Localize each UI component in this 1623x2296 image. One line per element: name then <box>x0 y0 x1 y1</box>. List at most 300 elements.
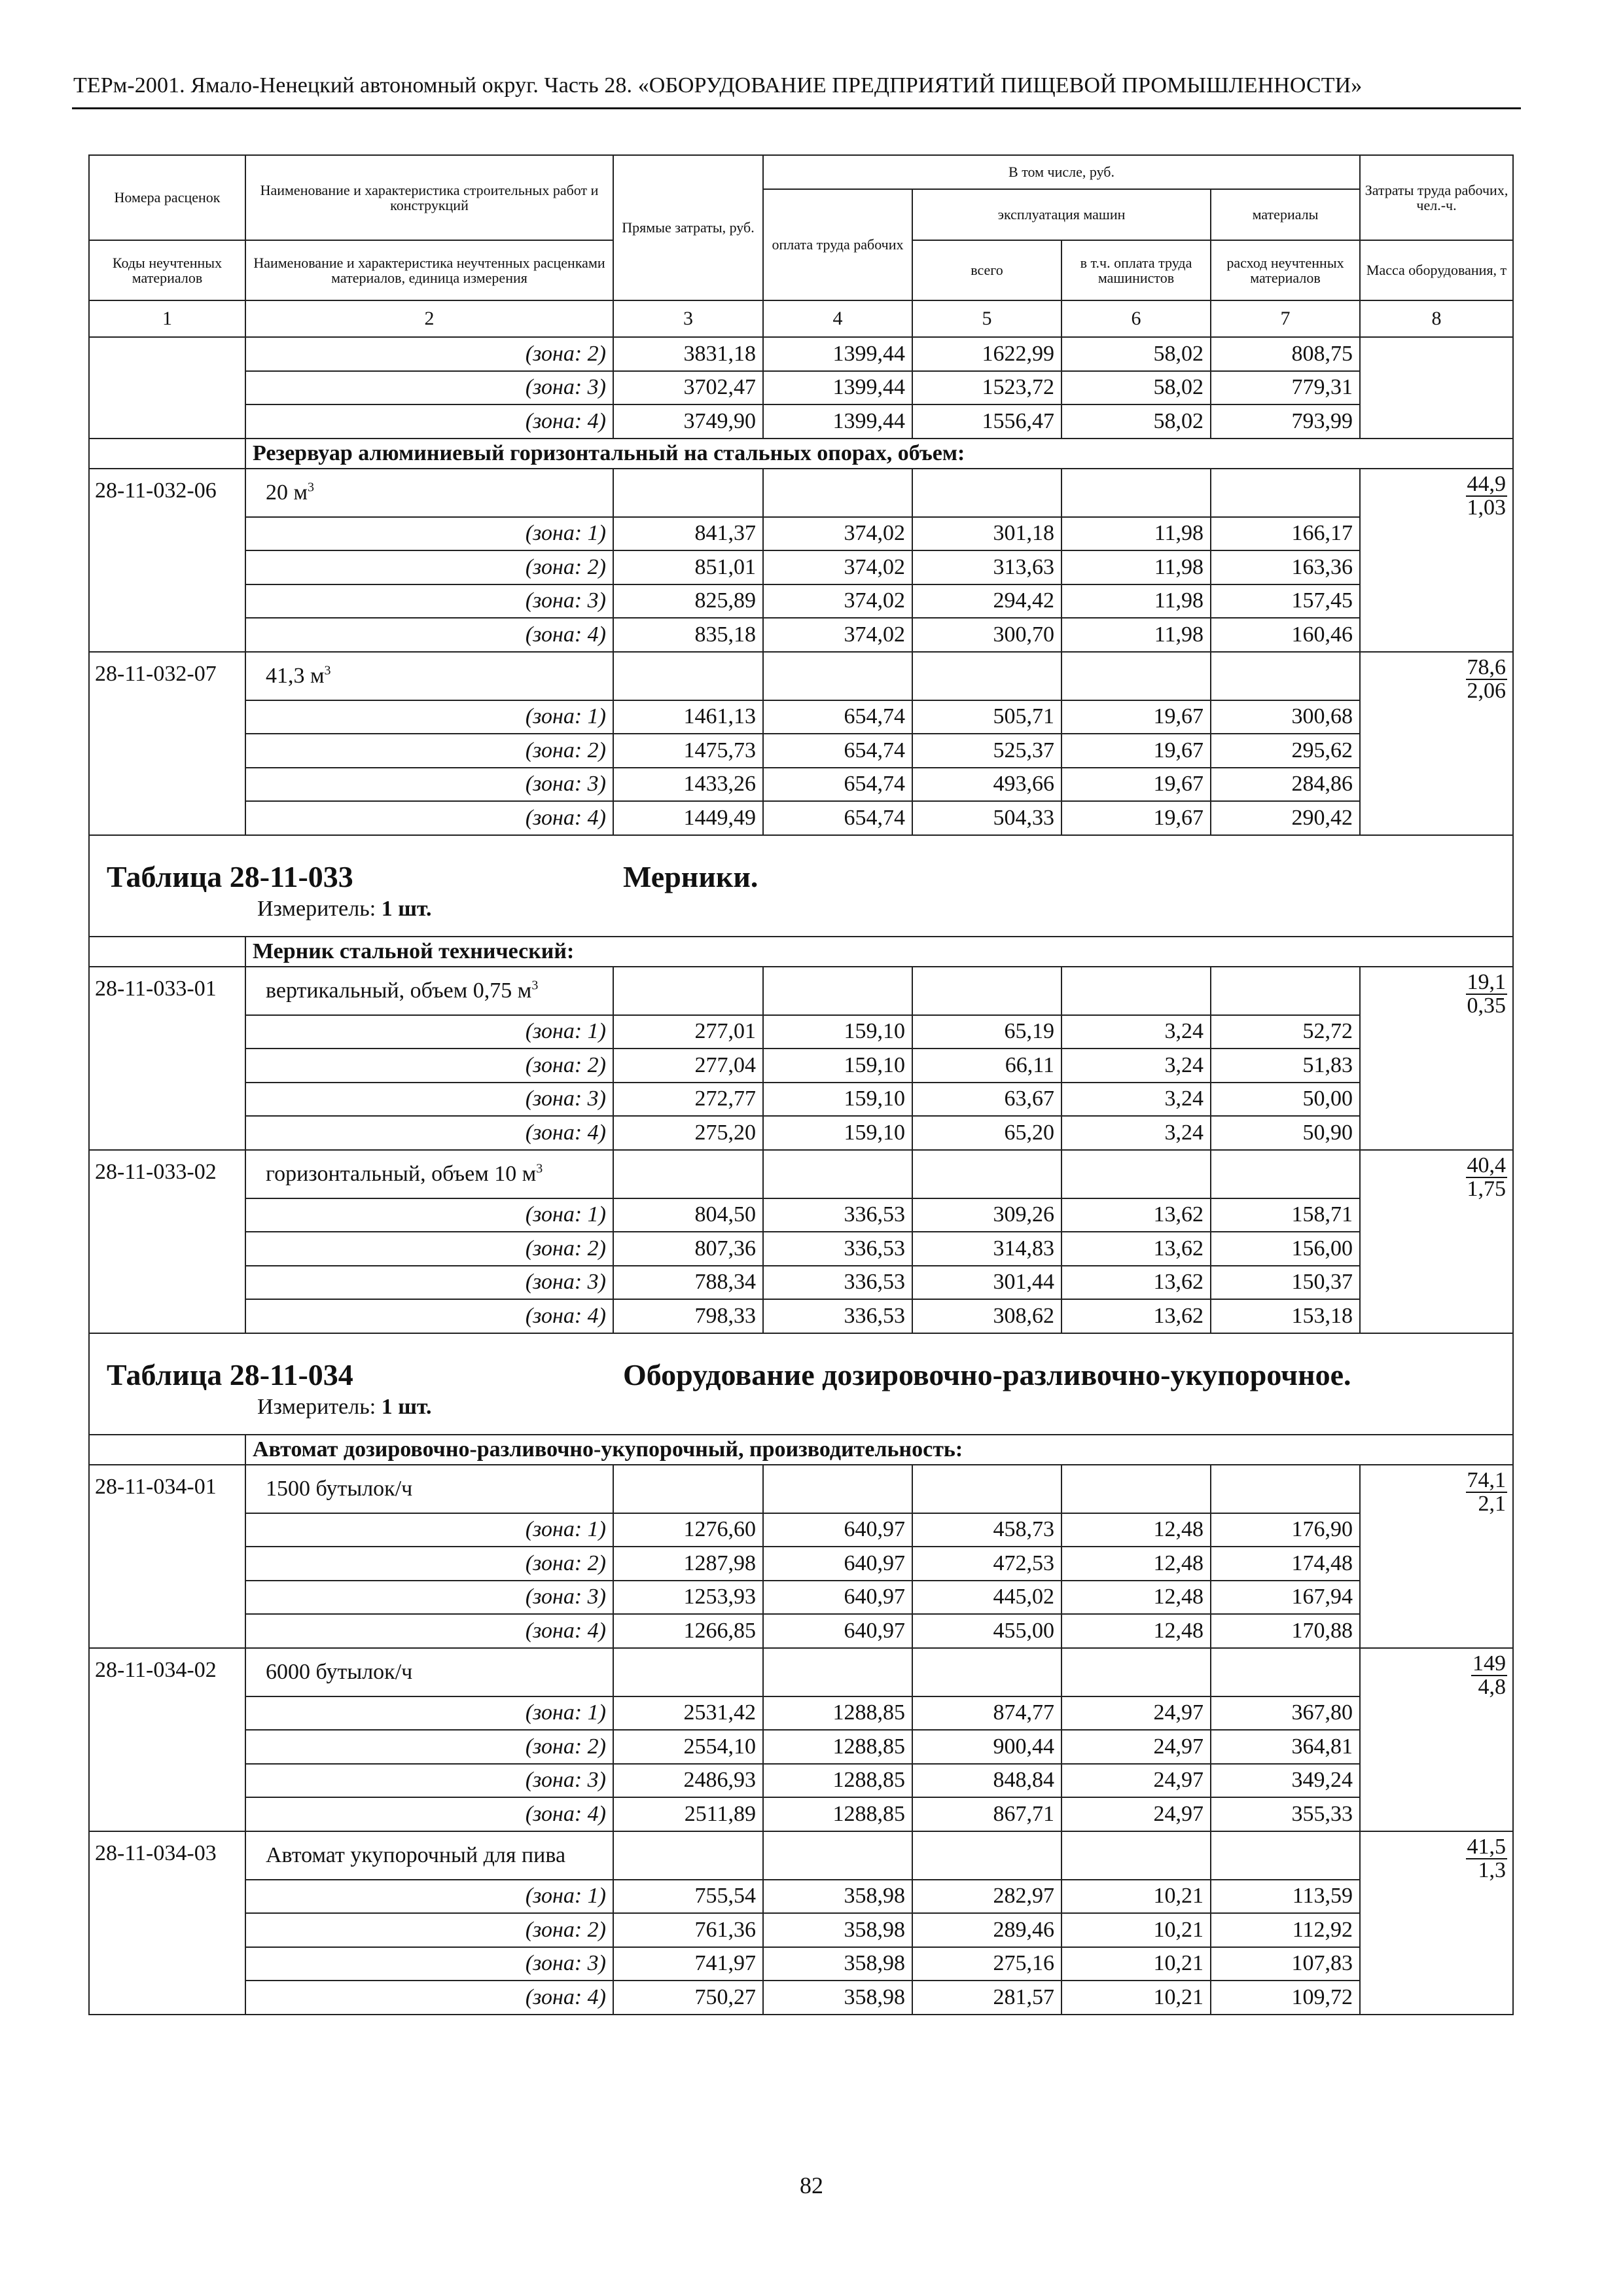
zone-row <box>89 404 1513 439</box>
column-number: 1 <box>89 300 245 337</box>
cost-value: 1399,44 <box>763 404 912 439</box>
cost-value: 458,73 <box>912 1513 1061 1547</box>
zone-label: (зона: 1) <box>245 700 613 734</box>
zone-label: (зона: 3) <box>245 1947 613 1981</box>
zone-row <box>89 1797 1513 1831</box>
page-number: 82 <box>800 2172 823 2198</box>
cost-value: 159,10 <box>763 1116 912 1150</box>
zone-label: (зона: 3) <box>245 1581 613 1615</box>
cost-value: 493,66 <box>912 768 1061 802</box>
table-title-row <box>89 1333 1513 1435</box>
rate-name: горизонтальный, объем 10 м <box>266 1161 537 1186</box>
column-number: 3 <box>613 300 763 337</box>
cost-value: 3,24 <box>1061 1083 1211 1117</box>
zone-row <box>89 1513 1513 1547</box>
empty-cell <box>1211 1150 1360 1198</box>
cost-value: 374,02 <box>763 550 912 584</box>
empty-cell <box>1061 1465 1211 1513</box>
rate-name: Автомат укупорочный для пива <box>266 1842 566 1867</box>
cost-value: 851,01 <box>613 550 763 584</box>
cost-value: 51,83 <box>1211 1049 1360 1083</box>
zone-label: (зона: 2) <box>245 734 613 768</box>
rate-name-cell <box>245 1831 613 1880</box>
cost-value: 284,86 <box>1211 768 1360 802</box>
rate-name-cell <box>245 469 613 517</box>
cost-value: 807,36 <box>613 1232 763 1266</box>
zone-row <box>89 550 1513 584</box>
zone-label: (зона: 4) <box>245 801 613 835</box>
cost-value: 153,18 <box>1211 1299 1360 1333</box>
empty-cell <box>1061 469 1211 517</box>
empty-cell <box>763 1150 912 1198</box>
rate-code: 28-11-034-02 <box>89 1648 245 1831</box>
header-material-codes: Коды неучтенных материалов <box>89 240 245 300</box>
cost-value: 63,67 <box>912 1083 1061 1117</box>
cost-value: 336,53 <box>763 1198 912 1232</box>
zone-row <box>89 1015 1513 1049</box>
zone-label: (зона: 1) <box>245 1696 613 1731</box>
zone-label: (зона: 1) <box>245 1198 613 1232</box>
cost-value: 358,98 <box>763 1947 912 1981</box>
cost-value: 825,89 <box>613 584 763 619</box>
zone-row <box>89 371 1513 405</box>
rate-code: 28-11-034-01 <box>89 1465 245 1648</box>
rate-head-row <box>89 469 1513 517</box>
section-row <box>89 937 1513 967</box>
cost-value: 13,62 <box>1061 1299 1211 1333</box>
labor-over-mass <box>1466 1836 1508 1882</box>
cost-value: 277,04 <box>613 1049 763 1083</box>
cost-value: 741,97 <box>613 1947 763 1981</box>
zone-row <box>89 734 1513 768</box>
empty-cell <box>912 469 1061 517</box>
equipment-mass-value: 1,03 <box>1467 495 1507 520</box>
zone-row <box>89 1696 1513 1731</box>
cost-value: 13,62 <box>1061 1198 1211 1232</box>
cost-value: 65,20 <box>912 1116 1061 1150</box>
rate-name-cell <box>245 1465 613 1513</box>
cost-value: 158,71 <box>1211 1198 1360 1232</box>
cost-value: 654,74 <box>763 801 912 835</box>
zone-label: (зона: 2) <box>245 1913 613 1947</box>
cost-value: 336,53 <box>763 1266 912 1300</box>
rate-name: 6000 бутылок/ч <box>266 1659 413 1684</box>
cost-value: 1556,47 <box>912 404 1061 439</box>
cost-value: 654,74 <box>763 768 912 802</box>
cost-value: 11,98 <box>1061 584 1211 619</box>
labor-costs-value: 40,4 <box>1467 1153 1507 1177</box>
cost-value: 841,37 <box>613 517 763 551</box>
header-machines: эксплуатация машин <box>912 189 1211 240</box>
cost-value: 167,94 <box>1211 1581 1360 1615</box>
header-rate-number: Номера расценок <box>89 155 245 240</box>
zone-label: (зона: 1) <box>245 1015 613 1049</box>
cost-value: 788,34 <box>613 1266 763 1300</box>
cost-value: 109,72 <box>1211 1981 1360 2015</box>
cost-value: 793,99 <box>1211 404 1360 439</box>
cost-value: 12,48 <box>1061 1614 1211 1648</box>
cost-value: 1399,44 <box>763 337 912 371</box>
table-title: Таблица 28-11-034 <box>107 1357 353 1391</box>
rates-table <box>88 154 1514 2015</box>
cost-value: 525,37 <box>912 734 1061 768</box>
empty-cell <box>1360 337 1513 439</box>
empty-cell <box>763 967 912 1015</box>
cost-value: 58,02 <box>1061 337 1211 371</box>
empty-cell <box>613 652 763 700</box>
labor-costs-value: 19,1 <box>1467 969 1507 994</box>
cost-value: 272,77 <box>613 1083 763 1117</box>
empty-cell <box>763 1831 912 1880</box>
cost-value: 19,67 <box>1061 768 1211 802</box>
cost-value: 900,44 <box>912 1730 1061 1764</box>
cost-value: 313,63 <box>912 550 1061 584</box>
cost-value: 640,97 <box>763 1581 912 1615</box>
empty-cell <box>763 1465 912 1513</box>
table-name: Оборудование дозировочно-разливочно-укупорочное. <box>623 1357 1351 1391</box>
header-wages: оплата труда рабочих <box>763 189 912 300</box>
superscript: 3 <box>308 480 315 495</box>
cost-value: 358,98 <box>763 1981 912 2015</box>
zone-label: (зона: 4) <box>245 1299 613 1333</box>
cost-value: 336,53 <box>763 1232 912 1266</box>
zone-row <box>89 1913 1513 1947</box>
meter-label: Измеритель: <box>257 1394 376 1419</box>
cost-value: 10,21 <box>1061 1913 1211 1947</box>
section-title: Мерник стальной технический: <box>245 937 1513 967</box>
rate-code: 28-11-033-02 <box>89 1150 245 1333</box>
empty-cell <box>89 439 245 469</box>
table-title: Таблица 28-11-033 <box>107 859 353 893</box>
cost-value: 808,75 <box>1211 337 1360 371</box>
cost-value: 358,98 <box>763 1913 912 1947</box>
zone-label: (зона: 3) <box>245 584 613 619</box>
cost-value: 50,00 <box>1211 1083 1360 1117</box>
superscript: 3 <box>536 1161 543 1176</box>
cost-value: 1523,72 <box>912 371 1061 405</box>
labor-mass-cell <box>1360 1150 1513 1333</box>
cost-value: 867,71 <box>912 1797 1061 1831</box>
cost-value: 1287,98 <box>613 1547 763 1581</box>
superscript: 3 <box>531 978 539 993</box>
cost-value: 160,46 <box>1211 618 1360 652</box>
labor-over-mass <box>1466 971 1508 1017</box>
labor-costs-value: 44,9 <box>1467 471 1507 496</box>
column-number: 5 <box>912 300 1061 337</box>
rate-name: 41,3 м <box>266 663 325 688</box>
cost-value: 1475,73 <box>613 734 763 768</box>
cost-value: 11,98 <box>1061 550 1211 584</box>
cost-value: 505,71 <box>912 700 1061 734</box>
cost-value: 157,45 <box>1211 584 1360 619</box>
header-direct-costs: Прямые затраты, руб. <box>613 155 763 300</box>
table-title-row <box>89 835 1513 937</box>
cost-value: 58,02 <box>1061 371 1211 405</box>
cost-value: 19,67 <box>1061 801 1211 835</box>
cost-value: 1622,99 <box>912 337 1061 371</box>
cost-value: 1276,60 <box>613 1513 763 1547</box>
empty-cell <box>763 652 912 700</box>
header-equipment-mass: Масса оборудования, т <box>1360 240 1513 300</box>
cost-value: 19,67 <box>1061 734 1211 768</box>
cost-value: 455,00 <box>912 1614 1061 1648</box>
cost-value: 374,02 <box>763 517 912 551</box>
zone-row <box>89 700 1513 734</box>
rate-name: 1500 бутылок/ч <box>266 1476 413 1501</box>
cost-value: 1433,26 <box>613 768 763 802</box>
rate-head-row <box>89 652 1513 700</box>
labor-over-mass <box>1466 473 1508 519</box>
empty-cell <box>912 652 1061 700</box>
cost-value: 295,62 <box>1211 734 1360 768</box>
cost-value: 3,24 <box>1061 1116 1211 1150</box>
empty-cell <box>763 469 912 517</box>
empty-cell <box>613 1831 763 1880</box>
zone-row <box>89 584 1513 619</box>
zone-label: (зона: 4) <box>245 618 613 652</box>
empty-cell <box>1061 1831 1211 1880</box>
cost-value: 2511,89 <box>613 1797 763 1831</box>
cost-value: 289,46 <box>912 1913 1061 1947</box>
rate-name-cell <box>245 967 613 1015</box>
cost-value: 24,97 <box>1061 1696 1211 1731</box>
zone-label: (зона: 2) <box>245 1232 613 1266</box>
empty-cell <box>1061 967 1211 1015</box>
cost-value: 10,21 <box>1061 1981 1211 2015</box>
cost-value: 1288,85 <box>763 1730 912 1764</box>
section-row <box>89 439 1513 469</box>
cost-value: 374,02 <box>763 618 912 652</box>
zone-label: (зона: 4) <box>245 1116 613 1150</box>
cost-value: 107,83 <box>1211 1947 1360 1981</box>
equipment-mass-value: 1,75 <box>1467 1176 1507 1201</box>
rate-name: вертикальный, объем 0,75 м <box>266 978 532 1003</box>
cost-value: 804,50 <box>613 1198 763 1232</box>
empty-cell <box>1061 1648 1211 1696</box>
equipment-mass-value: 1,3 <box>1478 1857 1507 1882</box>
labor-mass-cell <box>1360 652 1513 835</box>
cost-value: 170,88 <box>1211 1614 1360 1648</box>
cost-value: 113,59 <box>1211 1880 1360 1914</box>
cost-value: 750,27 <box>613 1981 763 2015</box>
labor-costs-value: 41,5 <box>1467 1834 1507 1859</box>
zone-row <box>89 1049 1513 1083</box>
empty-cell <box>613 1465 763 1513</box>
zone-row <box>89 1947 1513 1981</box>
header-material-names: Наименование и характеристика неучтенных расценками материалов, единица измерения <box>245 240 613 300</box>
rate-head-row <box>89 967 1513 1015</box>
zone-label: (зона: 1) <box>245 517 613 551</box>
header-machinist-wages: в т.ч. оплата труда машинистов <box>1061 240 1211 300</box>
cost-value: 472,53 <box>912 1547 1061 1581</box>
meter-line <box>257 897 1507 922</box>
empty-cell <box>912 1150 1061 1198</box>
empty-cell <box>1211 652 1360 700</box>
empty-cell <box>89 937 245 967</box>
rate-name-cell <box>245 1648 613 1696</box>
labor-mass-cell <box>1360 1465 1513 1648</box>
zone-row <box>89 1581 1513 1615</box>
zone-label: (зона: 2) <box>245 1049 613 1083</box>
cost-value: 640,97 <box>763 1547 912 1581</box>
cost-value: 166,17 <box>1211 517 1360 551</box>
empty-cell <box>1211 1648 1360 1696</box>
zone-row <box>89 1232 1513 1266</box>
empty-cell <box>912 967 1061 1015</box>
cost-value: 159,10 <box>763 1083 912 1117</box>
cost-value: 290,42 <box>1211 801 1360 835</box>
zone-label: (зона: 1) <box>245 1880 613 1914</box>
column-number: 6 <box>1061 300 1211 337</box>
cost-value: 1461,13 <box>613 700 763 734</box>
rate-name: 20 м <box>266 480 308 505</box>
meter-label: Измеритель: <box>257 896 376 921</box>
cost-value: 12,48 <box>1061 1581 1211 1615</box>
zone-row <box>89 1730 1513 1764</box>
cost-value: 779,31 <box>1211 371 1360 405</box>
rate-name-cell <box>245 652 613 700</box>
header-labor-costs: Затраты труда рабочих, чел.-ч. <box>1360 155 1513 240</box>
meter-value: 1 шт. <box>381 896 432 921</box>
labor-mass-cell <box>1360 1648 1513 1831</box>
cost-value: 445,02 <box>912 1581 1061 1615</box>
cost-value: 3,24 <box>1061 1049 1211 1083</box>
cost-value: 112,92 <box>1211 1913 1360 1947</box>
column-number: 8 <box>1360 300 1513 337</box>
cost-value: 163,36 <box>1211 550 1360 584</box>
cost-value: 24,97 <box>1061 1797 1211 1831</box>
zone-label: (зона: 1) <box>245 1513 613 1547</box>
cost-value: 640,97 <box>763 1614 912 1648</box>
zone-row <box>89 1116 1513 1150</box>
rate-head-row <box>89 1648 1513 1696</box>
cost-value: 1288,85 <box>763 1764 912 1798</box>
cost-value: 65,19 <box>912 1015 1061 1049</box>
cost-value: 2531,42 <box>613 1696 763 1731</box>
cost-value: 174,48 <box>1211 1547 1360 1581</box>
zone-row <box>89 1981 1513 2015</box>
cost-value: 19,67 <box>1061 700 1211 734</box>
cost-value: 282,97 <box>912 1880 1061 1914</box>
cost-value: 159,10 <box>763 1015 912 1049</box>
table-title-cell <box>89 835 1513 937</box>
empty-cell <box>1061 652 1211 700</box>
equipment-mass-value: 4,8 <box>1478 1674 1507 1699</box>
zone-row <box>89 768 1513 802</box>
superscript: 3 <box>324 663 331 678</box>
rate-name-cell <box>245 1150 613 1198</box>
empty-cell <box>613 967 763 1015</box>
column-number: 7 <box>1211 300 1360 337</box>
cost-value: 275,16 <box>912 1947 1061 1981</box>
zone-row <box>89 801 1513 835</box>
cost-value: 1399,44 <box>763 371 912 405</box>
empty-cell <box>613 1150 763 1198</box>
cost-value: 277,01 <box>613 1015 763 1049</box>
meter-line <box>257 1395 1507 1420</box>
cost-value: 1449,49 <box>613 801 763 835</box>
zone-label: (зона: 2) <box>245 550 613 584</box>
cost-value: 66,11 <box>912 1049 1061 1083</box>
cost-value: 12,48 <box>1061 1513 1211 1547</box>
cost-value: 364,81 <box>1211 1730 1360 1764</box>
cost-value: 3749,90 <box>613 404 763 439</box>
labor-costs-value: 74,1 <box>1467 1467 1507 1492</box>
labor-costs-value: 78,6 <box>1467 655 1507 679</box>
column-number: 2 <box>245 300 613 337</box>
zone-label: (зона: 4) <box>245 1797 613 1831</box>
cost-value: 52,72 <box>1211 1015 1360 1049</box>
zone-label: (зона: 4) <box>245 1614 613 1648</box>
cost-value: 835,18 <box>613 618 763 652</box>
meter-value: 1 шт. <box>381 1394 432 1419</box>
rate-head-row <box>89 1831 1513 1880</box>
cost-value: 761,36 <box>613 1913 763 1947</box>
cost-value: 358,98 <box>763 1880 912 1914</box>
cost-value: 654,74 <box>763 700 912 734</box>
cost-value: 13,62 <box>1061 1232 1211 1266</box>
zone-row <box>89 1266 1513 1300</box>
cost-value: 314,83 <box>912 1232 1061 1266</box>
labor-over-mass <box>1466 1469 1508 1515</box>
cost-value: 640,97 <box>763 1513 912 1547</box>
empty-cell <box>1211 1831 1360 1880</box>
cost-value: 367,80 <box>1211 1696 1360 1731</box>
cost-value: 1288,85 <box>763 1696 912 1731</box>
zone-label: (зона: 4) <box>245 1981 613 2015</box>
rate-head-row <box>89 1465 1513 1513</box>
cost-value: 300,70 <box>912 618 1061 652</box>
zone-row <box>89 1614 1513 1648</box>
header-work-name: Наименование и характеристика строительных работ и конструкций <box>245 155 613 240</box>
section-title: Автомат дозировочно-разливочно-укупорочный, производительность: <box>245 1435 1513 1465</box>
empty-cell <box>1211 967 1360 1015</box>
cost-value: 11,98 <box>1061 618 1211 652</box>
labor-over-mass <box>1466 1155 1508 1200</box>
zone-label: (зона: 2) <box>245 1730 613 1764</box>
equipment-mass-value: 2,1 <box>1478 1491 1507 1516</box>
header-material-consumption: расход неучтенных материалов <box>1211 240 1360 300</box>
cost-value: 294,42 <box>912 584 1061 619</box>
empty-cell <box>89 1435 245 1465</box>
equipment-mass-value: 2,06 <box>1467 678 1507 703</box>
cost-value: 176,90 <box>1211 1513 1360 1547</box>
cost-value: 24,97 <box>1061 1730 1211 1764</box>
cost-value: 159,10 <box>763 1049 912 1083</box>
empty-cell <box>1211 1465 1360 1513</box>
zone-row <box>89 1764 1513 1798</box>
cost-value: 654,74 <box>763 734 912 768</box>
cost-value: 349,24 <box>1211 1764 1360 1798</box>
zone-label: (зона: 2) <box>245 1547 613 1581</box>
column-numbers-row <box>89 300 1513 337</box>
zone-label: (зона: 2) <box>245 337 613 371</box>
column-number: 4 <box>763 300 912 337</box>
cost-value: 301,44 <box>912 1266 1061 1300</box>
empty-cell <box>613 469 763 517</box>
header-materials: материалы <box>1211 189 1360 240</box>
cost-value: 10,21 <box>1061 1947 1211 1981</box>
equipment-mass-value: 0,35 <box>1467 993 1507 1018</box>
labor-mass-cell <box>1360 1831 1513 2015</box>
header-including: В том числе, руб. <box>763 155 1360 189</box>
rate-code: 28-11-034-03 <box>89 1831 245 2015</box>
header-machines-total: всего <box>912 240 1061 300</box>
cost-value: 798,33 <box>613 1299 763 1333</box>
labor-over-mass <box>1466 656 1508 702</box>
cost-value: 11,98 <box>1061 517 1211 551</box>
cost-value: 336,53 <box>763 1299 912 1333</box>
